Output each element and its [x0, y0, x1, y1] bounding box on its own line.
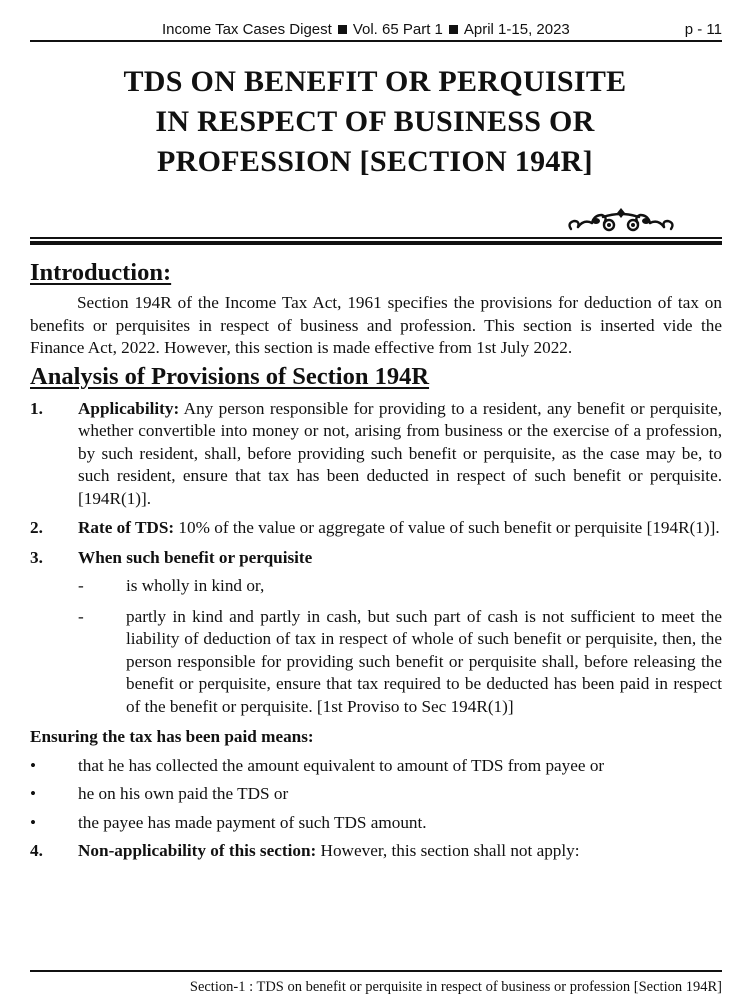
item-number: 3.: [30, 547, 43, 567]
title-line-2: IN RESPECT OF BUSINESS OR: [155, 105, 595, 138]
header-title: [162, 21, 570, 38]
item-label: When such benefit or perquisite: [78, 547, 313, 567]
title-divider-thin: [30, 237, 722, 239]
page-number: p - 11: [684, 21, 722, 38]
chapter-title: [0, 62, 750, 182]
analysis-heading: Analysis of Provisions of Section 194R: [30, 362, 430, 390]
sub-list-item: [78, 575, 722, 598]
dash-marker: -: [78, 606, 84, 626]
volume: Vol. 65 Part 1: [352, 21, 443, 38]
sub-list: [78, 575, 722, 718]
sub-item-text: partly in kind and partly in cash, but such part of cash is not sufficient to meet the liability of deduction of tax in respect of whole of such benefit or perquisite, then, the person responsible for providing such benefit or perquisite shall, before releasing the benefit or perquisite, ensure that tax required to be deducted has been paid in respect of the benefit or perquisite. [1st Proviso to Sec 194R(1)]: [126, 606, 722, 716]
bullet-item: [30, 783, 722, 806]
item-label: Non-applicability of this section:: [78, 841, 317, 860]
bullet-icon: •: [30, 784, 37, 803]
list-item: [30, 398, 722, 511]
bullet-text: he on his own paid the TDS or: [78, 784, 289, 803]
list-item: [30, 840, 722, 863]
bullet-icon: •: [30, 755, 37, 775]
list-item: [30, 517, 722, 540]
introduction-heading: Introduction:: [30, 259, 172, 286]
square-separator-icon: [338, 25, 347, 34]
bullet-text: that he has collected the amount equivalent to amount of TDS from payee or: [78, 755, 605, 775]
dash-marker: -: [78, 576, 84, 595]
title-line-1: TDS ON BENEFIT OR PERQUISITE: [123, 65, 627, 98]
title-divider-thick: [30, 241, 722, 245]
running-footer: Section-1 : TDS on benefit or perquisite in respect of business or profession [Section 194R]: [189, 979, 722, 995]
item-number: 4.: [30, 841, 43, 860]
bullet-item: [30, 812, 722, 835]
sub-item-text: is wholly in kind or,: [126, 576, 265, 595]
square-separator-icon: [449, 25, 458, 34]
footer-divider: [30, 970, 722, 972]
item-text: Any person responsible for providing to a resident, any benefit or perquisite, whether convertible into money or not, arising from business or the exercise of a profession, by such resident, shall, before providing such benefit or perquisite, as the case may be, to such resident, ensure that tax has been deducted in respect of such benefit or perquisite. [194R(1)].: [78, 398, 722, 508]
publication-name: Income Tax Cases Digest: [162, 21, 332, 38]
main-content: [30, 258, 722, 863]
item-text: However, this section shall not apply:: [316, 841, 580, 860]
bullet-text: the payee has made payment of such TDS amount.: [78, 812, 427, 832]
item-label: Rate of TDS:: [78, 518, 175, 537]
sub-list-item: [78, 606, 722, 719]
running-header: [30, 20, 722, 42]
list-item: [30, 547, 722, 570]
ensuring-heading: Ensuring the tax has been paid means:: [30, 727, 314, 746]
decorative-scroll-ornament-icon: [565, 207, 677, 235]
title-line-3: PROFESSION [SECTION 194R]: [157, 145, 593, 178]
issue-date: April 1-15, 2023: [463, 21, 570, 38]
bullet-icon: •: [30, 812, 37, 832]
item-text: 10% of the value or aggregate of value of such benefit or perquisite [194R(1)].: [174, 518, 720, 537]
item-label: Applicability:: [78, 398, 180, 418]
item-number: 2.: [30, 518, 43, 537]
item-number: 1.: [30, 398, 43, 418]
bullet-item: [30, 755, 722, 778]
introduction-paragraph: Section 194R of the Income Tax Act, 1961 specifies the provisions for deduction of tax on benefits or perquisites in respect of business and profession. This section is inserted vide the Finance Act, 2022. However, this section is made effective from 1st July 2022.: [30, 293, 722, 357]
